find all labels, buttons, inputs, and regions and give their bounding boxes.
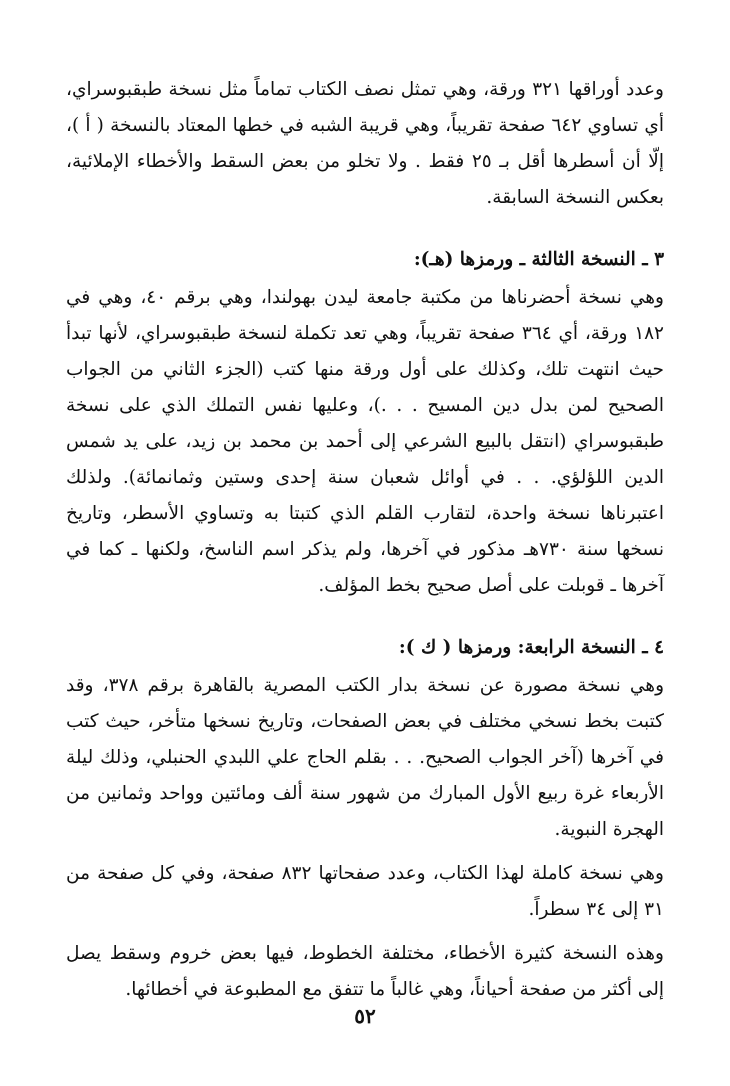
- paragraph-fourth-manuscript: وهي نسخة مصورة عن نسخة بدار الكتب المصرية بالقاهرة برقم ٣٧٨، وقد كتبت بخط نسخي مختلف في بعض الصفحات، وتاريخ نسخها متأخر، حيث كتب في آخرها (آخر الجواب الصحيح. . . بقلم الحاج علي اللبدي الحنبلي، وذلك ليلة الأربعاء غرة ربيع الأول المبارك من شهور سنة ألف ومائتين وواحد وثمانين من الهجرة النبوية.: [66, 675, 664, 840]
- paragraph-manuscript-2-description: وعدد أوراقها ٣٢١ ورقة، وهي تمثل نصف الكتاب تماماً مثل نسخة طبقبوسراي، أي تساوي ٦٤٢ صفحة تقريباً، وهي قريبة الشبه في خطها المعتاد بالنسخة ( أ )، إلّا أن أسطرها أقل بـ ٢٥ فقط . ولا تخلو من بعض السقط والأخطاء الإملائية، بعكس النسخة السابقة.: [66, 79, 664, 208]
- page-number: ٥٢: [354, 1004, 376, 1028]
- heading-third-manuscript: ٣ ـ النسخة الثالثة ـ ورمزها (هـ):: [413, 249, 664, 270]
- paragraph-fourth-manuscript-pages: وهي نسخة كاملة لهذا الكتاب، وعدد صفحاتها ٨٣٢ صفحة، وفي كل صفحة من ٣١ إلى ٣٤ سطراً.: [66, 863, 664, 920]
- heading-fourth-manuscript: ٤ ـ النسخة الرابعة: ورمزها ( ك ):: [398, 637, 664, 658]
- paragraph-third-manuscript: وهي نسخة أحضرناها من مكتبة جامعة ليدن بهولندا، وهي برقم ٤٠، وهي في ١٨٢ ورقة، أي ٣٦٤ صفحة تقريباً، وهي تعد تكملة لنسخة طبقبوسراي، لأنها تبدأ حيث انتهت تلك، وكذلك على أول ورقة منها كتب (الجزء الثاني من الجواب الصحيح لمن بدل دين المسيح . . .)، وعليها نفس التملك الذي على نسخة طبقبوسراي (انتقل بالبيع الشرعي إلى أحمد بن محمد بن زيد، على يد شمس الدين اللؤلؤي. . . في أوائل شعبان سنة إحدى وستين وثمانمائة). ولذلك اعتبرناها نسخة واحدة، لتقارب القلم الذي كتبتا به وتساوي الأسطر، وتاريخ نسخها سنة ٧٣٠هـ مذكور في آخرها، ولم يذكر اسم الناسخ، ولكنها ـ كما في آخرها ـ قوبلت على أصل صحيح بخط المؤلف.: [66, 287, 664, 596]
- paragraph-fourth-manuscript-errors: وهذه النسخة كثيرة الأخطاء، مختلفة الخطوط، فيها بعض خروم وسقط يصل إلى أكثر من صفحة أحياناً، وهي غالباً ما تتفق مع المطبوعة في أخطائها.: [66, 943, 664, 1000]
